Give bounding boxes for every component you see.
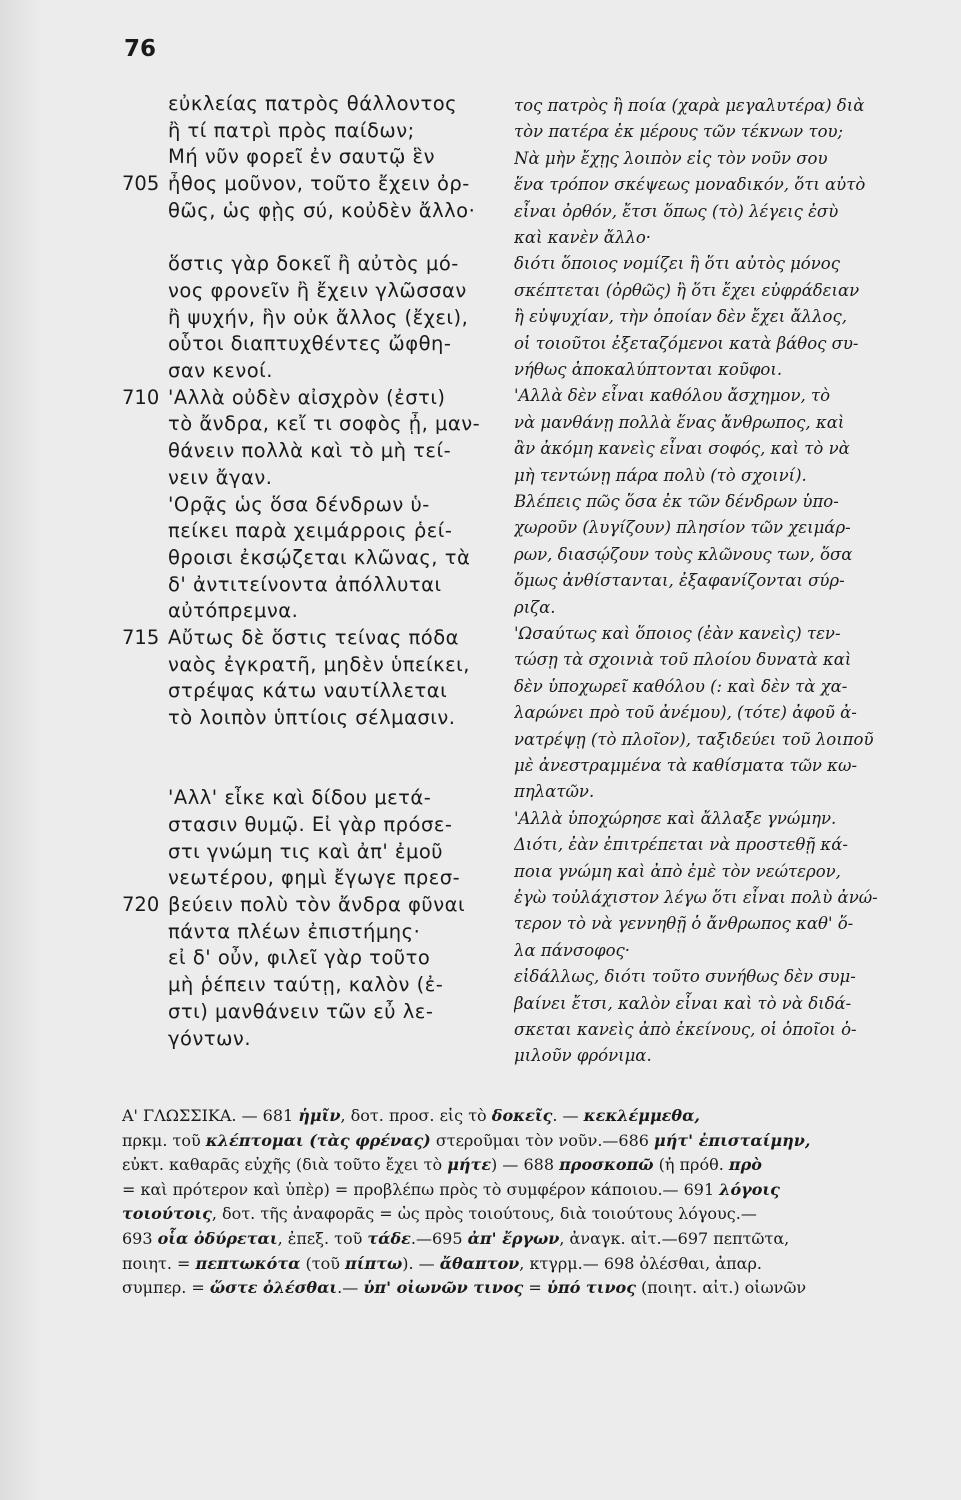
greek-verse-line: τὸ ἄνδρα, κεἴ τι σοφὸς ᾖ, μαν- (168, 412, 481, 436)
note-text: , ἀναγκ. αἰτ.—697 πεπτῶτα, (559, 1229, 790, 1248)
note-lemma: πρὸ (728, 1155, 762, 1175)
translation-line: ρων, διασῴζουν τοὺς κλῶνους των, ὅσα (514, 544, 853, 564)
page-number: 76 (124, 36, 157, 62)
translation-line: ποια γνώμη καὶ ἀπὸ ἐμὲ τὸν νεώτερον, (514, 861, 841, 881)
note-text: ). — (402, 1253, 440, 1273)
translation-line: εἶναι ὀρθόν, ἔτσι ὅπως (τὸ) λέγεις ἐσὺ (514, 201, 839, 221)
note-text: (τοῦ (300, 1253, 346, 1273)
translation-line: λα πάνσοφος· (514, 940, 631, 960)
translation-line: εἰδάλλως, διότι τοῦτο συνήθως δὲν συμ- (514, 967, 856, 987)
note-line (122, 1178, 904, 1202)
note-lemma: οἷα ὀδύρεται (157, 1229, 278, 1248)
greek-verse-line: στρέψας κάτω ναυτίλλεται (168, 679, 448, 703)
translation-line: νατρέψῃ (τὸ πλοῖον), ταξιδεύει τοῦ λοιποῦ (514, 729, 874, 749)
greek-verse-line: βεύειν πολὺ τὸν ἄνδρα φῦναι (168, 893, 466, 916)
greek-verse-line: οὗτοι διαπτυχθέντες ὤφθη- (168, 332, 452, 356)
greek-verse-line: δ' ἀντιτείνοντα ἀπόλλυται (168, 572, 442, 596)
greek-verse-line: νεωτέρου, φημὶ ἔγωγε πρεσ- (168, 866, 461, 890)
translation-line: 'Αλλὰ ὑποχώρησε καὶ ἄλλαξε γνώμην. (514, 808, 837, 828)
translation-line: μιλοῦν φρόνιμα. (514, 1046, 652, 1066)
note-line (122, 1129, 904, 1153)
greek-verse-line: αὐτόπρεμνα. (168, 599, 299, 623)
translation-line: διότι ὅποιος νομίζει ἢ ὅτι αὐτὸς μόνος (514, 254, 840, 274)
note-text: .— (337, 1278, 364, 1298)
note-lemma: μήτε (447, 1155, 492, 1175)
verse-line-number: 710 (122, 385, 160, 409)
greek-verse-line: εὐκλείας πατρὸς θάλλοντος (168, 92, 458, 115)
greek-verse-line: γόντων. (168, 1026, 252, 1050)
note-line (122, 1276, 904, 1300)
greek-verse-line: πείκει παρὰ χειμάρροις ῥεί- (168, 519, 453, 543)
translation-line: βαίνει ἔτσι, καλὸν εἶναι καὶ τὸ νὰ διδά- (514, 993, 852, 1013)
greek-verse-line: ναὸς ἐγκρατῆ, μηδὲν ὑπείκει, (168, 652, 470, 676)
greek-verse-line: ἢ τί πατρὶ πρὸς παίδων; (168, 118, 415, 142)
translation-line: καὶ κανὲν ἄλλο· (514, 228, 652, 247)
translation-line: ἕνα τρόπον σκέψεως μοναδικόν, ὅτι αὐτὸ (514, 175, 866, 195)
note-lemma: πεπτωκότα (195, 1253, 301, 1273)
note-lemma: δοκεῖς (491, 1106, 553, 1125)
translation-line: τὸν πατέρα ἐκ μέρους τῶν τέκνων του; (514, 122, 844, 142)
greek-verse-line: 'Αλλ' εἶκε καὶ δίδου μετά- (168, 786, 432, 810)
greek-verse-line: 'Αλλὰ οὐδὲν αἰσχρὸν (ἐστι) (168, 385, 446, 409)
note-lemma: ὥστε ὀλέσθαι (209, 1278, 338, 1298)
note-line (122, 1227, 904, 1251)
note-text: στεροῦμαι τὸν νοῦν.—686 (430, 1130, 655, 1150)
note-lemma: ἀπ' ἔργων (467, 1229, 560, 1248)
note-text: . — (552, 1106, 584, 1125)
translation-line: ἂν ἀκόμη κανεὶς εἶναι σοφός, καὶ τὸ νὰ (514, 439, 850, 459)
note-lemma: ἄθαπτον (439, 1253, 520, 1273)
translation-line: τος πατρὸς ἢ ποία (χαρὰ μεγαλυτέρα) διὰ (514, 96, 865, 115)
note-lemma: λόγοις (719, 1179, 780, 1199)
greek-verse-line: 'Ορᾷς ὡς ὅσα δένδρων ὑ- (168, 492, 430, 516)
translation-line: τερον τὸ νὰ γεννηθῇ ὁ ἄνθρωπος καθ' ὅ- (514, 914, 854, 934)
greek-verse-line: στασιν θυμῷ. Εἰ γὰρ πρόσε- (168, 812, 453, 836)
note-lemma: κεκλέμμεθα, (583, 1106, 700, 1125)
greek-verse-line: θροισι ἐκσῴζεται κλῶνας, τὰ (168, 545, 471, 569)
note-line (122, 1252, 904, 1276)
note-lemma: ἡμῖν (298, 1106, 341, 1125)
translation-line: νήθως ἀποκαλύπτονται κοῦφοι. (514, 360, 783, 379)
translation-line: 'Αλλὰ δὲν εἶναι καθόλου ἄσχημον, τὸ (514, 386, 831, 406)
translation-line: οἱ τοιοῦτοι ἐξεταζόμενοι κατὰ βάθος συ- (514, 333, 859, 353)
greek-verse-line: σαν κενοί. (168, 359, 273, 382)
note-lemma: κλέπτομαι (τὰς φρένας) (205, 1130, 431, 1150)
note-text: εὐκτ. καθαρᾶς εὐχῆς (διὰ τοῦτο ἔχει τὸ (122, 1155, 448, 1175)
translation-line: χωροῦν (λυγίζουν) πλησίον τῶν χειμάρ- (514, 518, 851, 538)
translation-line: νὰ μανθάνῃ πολλὰ ἕνας ἄνθρωπος, καὶ (514, 412, 845, 432)
note-text: , κτγρμ.— 698 ὀλέσθαι, ἀπαρ. (519, 1253, 762, 1273)
verse-line-number: 720 (122, 893, 160, 916)
note-lemma: προσκοπῶ (559, 1155, 654, 1175)
greek-verse-line: τὸ λοιπὸν ὑπτίοις σέλμασιν. (168, 706, 456, 730)
note-lemma: τάδε (367, 1229, 411, 1248)
note-line (122, 1104, 904, 1128)
translation-line: Διότι, ἐὰν ἐπιτρέπεται νὰ προστεθῇ κά- (514, 835, 848, 855)
greek-verse-line: πάντα πλέων ἐπιστήμης· (168, 919, 421, 943)
translation-line: ριζα. (514, 597, 556, 617)
translation-line: ἐγὼ τοὐλάχιστον λέγω ὅτι εἶναι πολὺ ἀνώ- (514, 888, 878, 907)
note-text: ποιητ. = (122, 1253, 196, 1273)
note-lemma: μήτ' ἐπισταίμην, (654, 1130, 811, 1150)
note-text: ) — 688 (491, 1155, 560, 1175)
greek-verse-line: στι) μανθάνειν τῶν εὖ λε- (168, 999, 434, 1023)
note-line (122, 1153, 904, 1177)
translation-line: λαρώνει πρὸ τοῦ ἀνέμου), (τότε) ἀφοῦ ἀ- (514, 703, 857, 723)
note-text: (ποιητ. αἰτ.) οἰωνῶν (635, 1278, 807, 1298)
translation-line: δὲν ὑποχωρεῖ καθόλου (: καὶ δὲν τὰ χα- (514, 676, 848, 696)
note-text: πρκμ. τοῦ (122, 1130, 206, 1150)
note-text: .—695 (410, 1229, 468, 1248)
greek-verse-line: θάνειν πολλὰ καὶ τὸ μὴ τεί- (168, 439, 452, 463)
translation-line: πηλατῶν. (514, 782, 595, 802)
greek-verse-line: ὅστις γὰρ δοκεῖ ἢ αὐτὸς μό- (168, 252, 459, 276)
translation-line: μὲ ἀνεστραμμένα τὰ καθίσματα τῶν κω- (514, 756, 858, 775)
note-text: 693 (122, 1229, 158, 1248)
greek-verse-line: ἦθος μοῦνον, τοῦτο ἔχειν ὀρ- (168, 172, 470, 196)
note-lemma: τοιούτοις (122, 1204, 212, 1224)
note-text: (ἡ πρόθ. (653, 1155, 729, 1175)
note-lemma: πίπτω (345, 1253, 403, 1273)
note-lemma: ὑπ' οἰωνῶν τινος (363, 1278, 524, 1298)
note-lemma: ὑπό τινος (546, 1278, 636, 1298)
note-text: Α' ΓΛΩΣΣΙΚΑ. — 681 (122, 1106, 299, 1125)
translation-line: ὅμως ἀνθίστανται, ἐξαφανίζονται σύρ- (514, 571, 845, 591)
translation-line: μὴ τεντώνῃ πάρα πολὺ (τὸ σχοινί). (514, 465, 807, 485)
greek-verse-line: μὴ ῥέπειν ταύτῃ, καλὸν (ἐ- (168, 973, 444, 997)
verse-line-number: 705 (122, 172, 160, 196)
greek-verse-line: θῶς, ὡς φῂς σύ, κοὐδὲν ἄλλο· (168, 198, 476, 222)
greek-verse-line: Αὔτως δὲ ὅστις τείνας πόδα (168, 626, 459, 649)
note-text: , δοτ. τῆς ἀναφορᾶς = ὡς πρὸς τοιούτους, διὰ τοιούτους λόγους.— (211, 1204, 757, 1224)
greek-verse-line: εἰ δ' οὖν, φιλεῖ γὰρ τοῦτο (168, 946, 431, 970)
note-text: , δοτ. προσ. εἰς τὸ (340, 1106, 492, 1125)
greek-verse-line: νος φρονεῖν ἢ ἔχειν γλῶσσαν (168, 278, 467, 302)
translation-line: Νὰ μὴν ἔχῃς λοιπὸν εἰς τὸν νοῦν σου (514, 148, 828, 168)
greek-verse-line: στι γνώμη τις καὶ ἀπ' ἐμοῦ (168, 839, 444, 863)
note-text: = (523, 1278, 547, 1298)
greek-verse-line: νειν ἄγαν. (168, 465, 273, 489)
translation-line: ἢ εὐψυχίαν, τὴν ὁποίαν δὲν ἔχει ἄλλος, (514, 307, 847, 327)
translation-line: 'Ωσαύτως καὶ ὅποιος (ἐὰν κανεὶς) τεν- (514, 624, 841, 643)
note-line (122, 1202, 904, 1226)
page-fold-shadow (0, 0, 40, 1500)
note-text: συμπερ. = (122, 1278, 210, 1298)
translation-line: τώσῃ τὰ σχοινιὰ τοῦ πλοίου δυνατὰ καὶ (514, 650, 852, 670)
greek-verse-line: ἢ ψυχήν, ἣν οὐκ ἄλλος (ἔχει), (168, 305, 469, 329)
translation-line: Βλέπεις πῶς ὅσα ἐκ τῶν δένδρων ὑπο- (514, 492, 839, 511)
verse-line-number: 715 (122, 626, 160, 649)
greek-verse-line: Μή νῦν φορεῖ ἐν σαυτῷ ἓν (168, 145, 435, 169)
translation-line: σκέπτεται (ὀρθῶς) ἢ ὅτι ἔχει εὐφράδειαν (514, 280, 860, 300)
translation-line: σκεται κανεὶς ἀπὸ ἐκείνους, οἱ ὁποῖοι ὁ- (514, 1020, 857, 1039)
note-text: = καὶ πρότερον καὶ ὑπὲρ) = προβλέπω πρὸς τὸ συμφέρον κάποιου.— 691 (122, 1179, 720, 1199)
note-text: , ἐπεξ. τοῦ (277, 1229, 368, 1248)
